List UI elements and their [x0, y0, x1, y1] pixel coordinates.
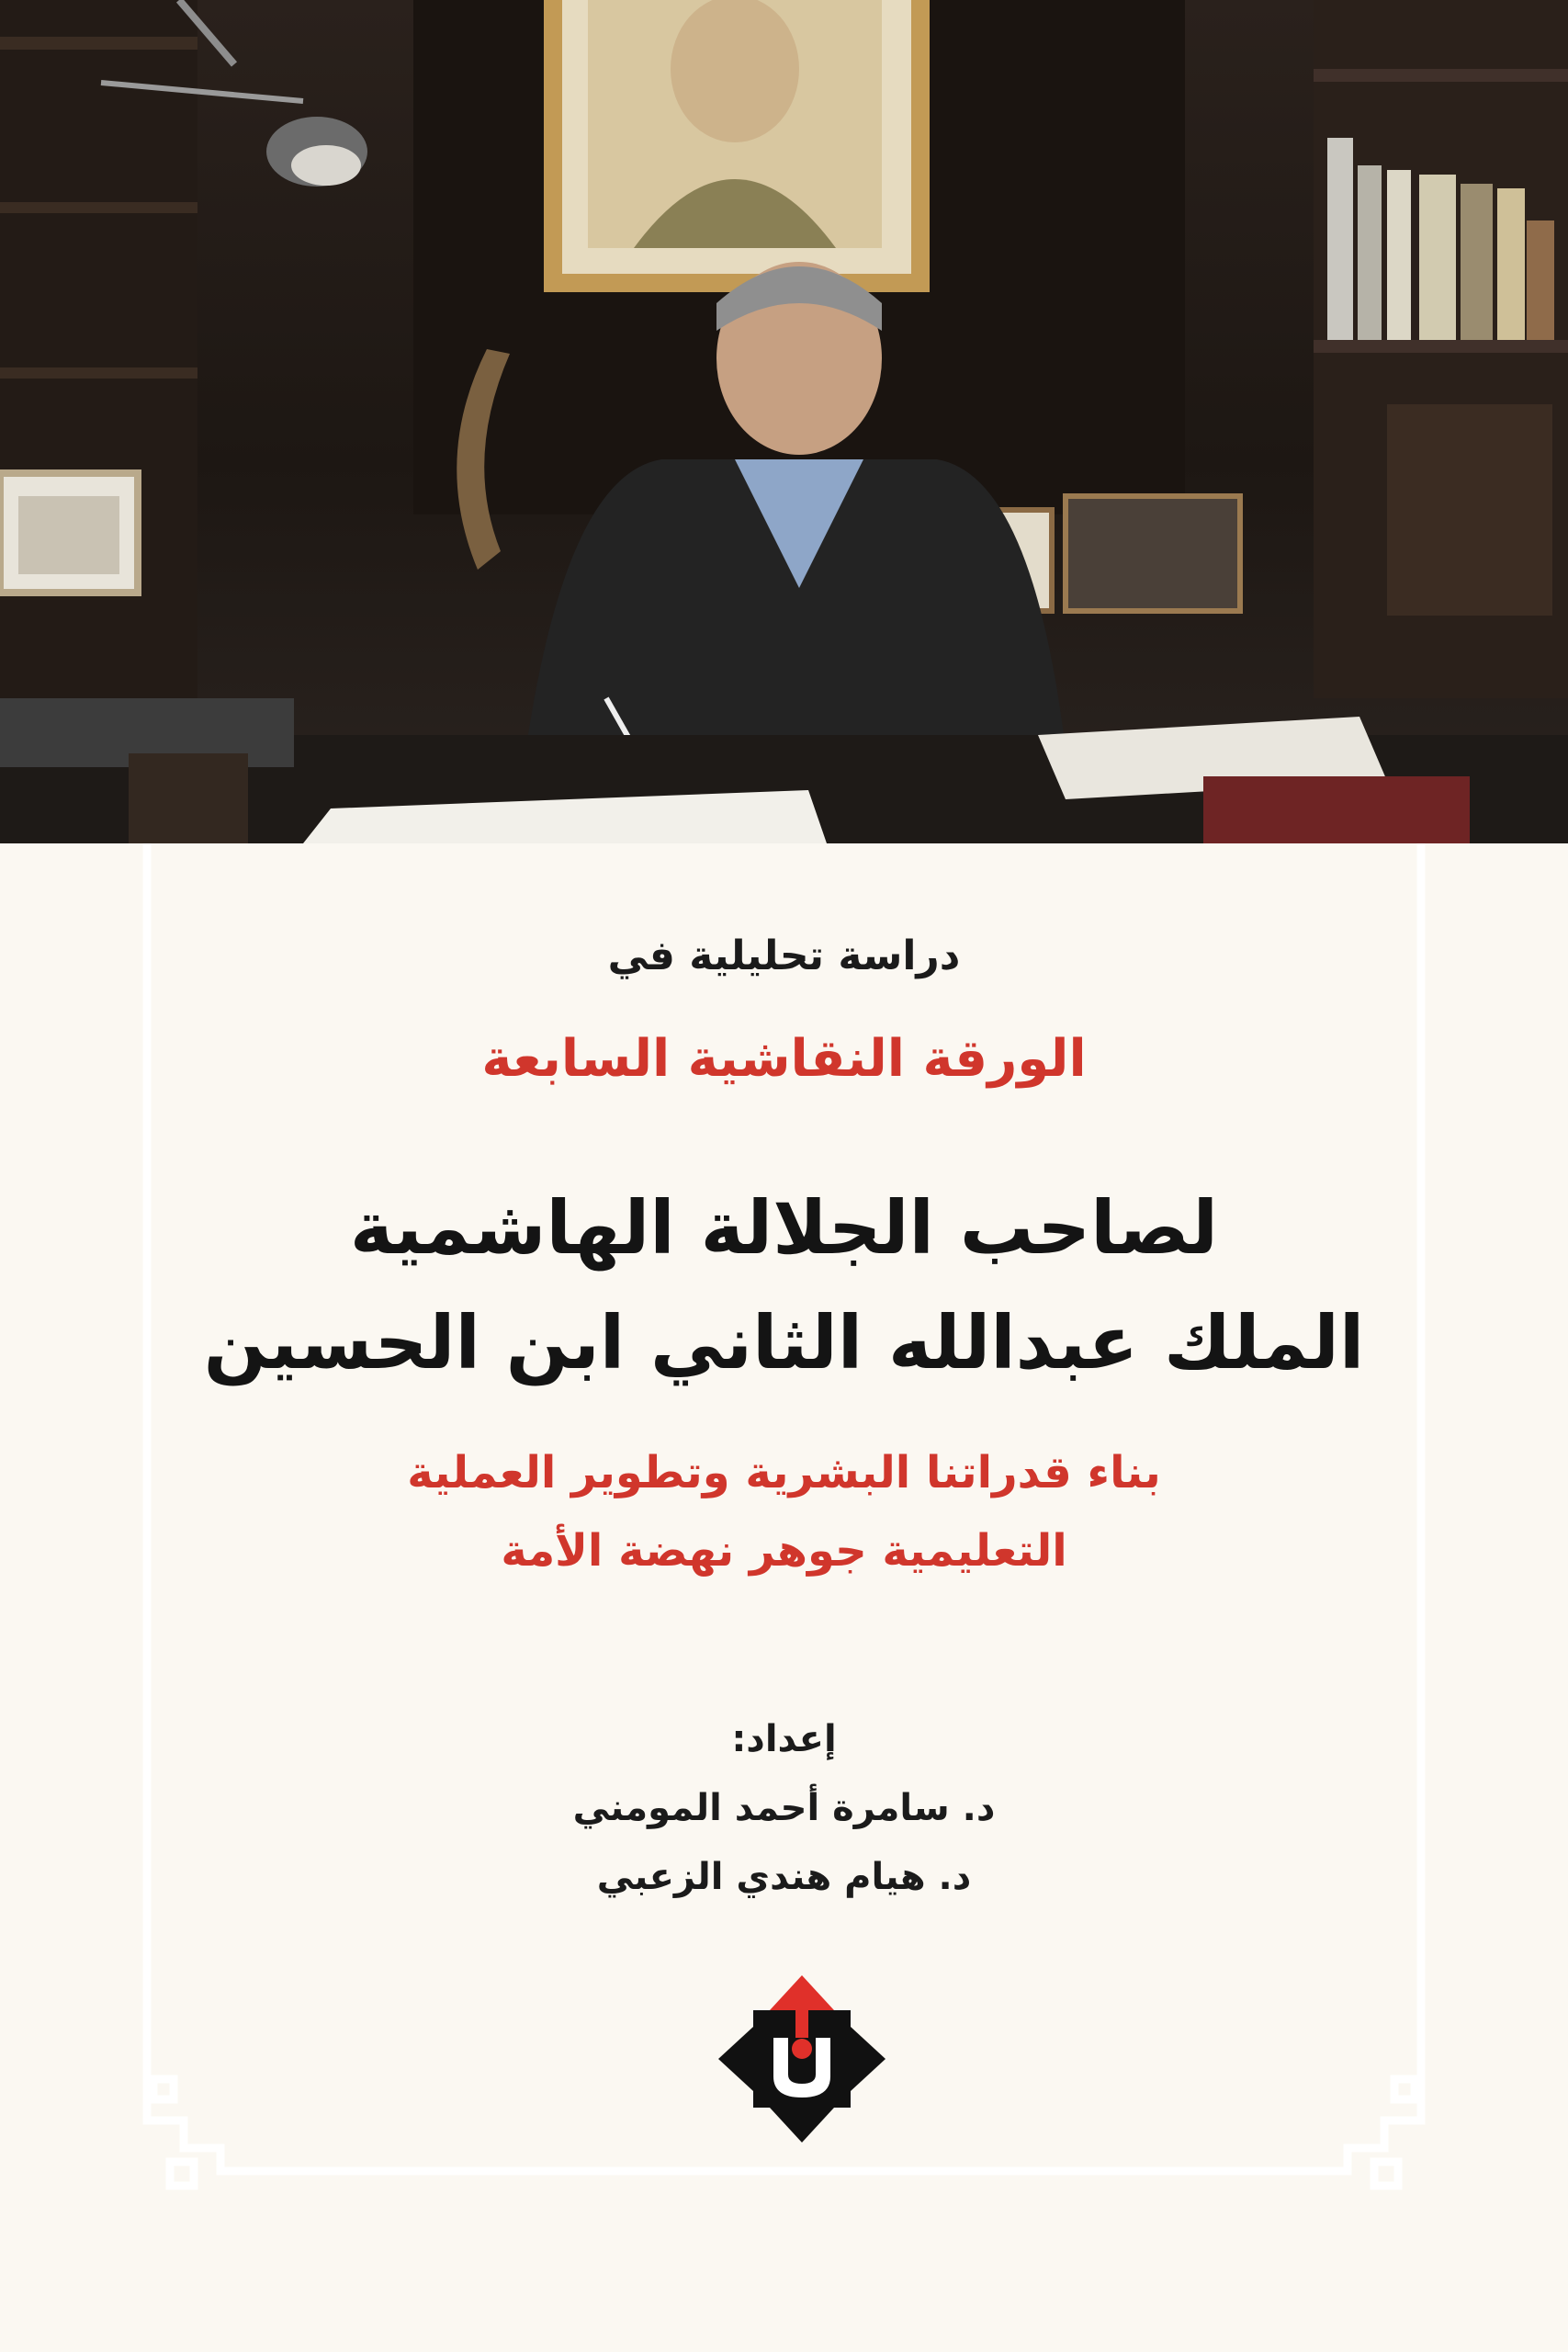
- paper-title: الورقة النقاشية السابعة: [481, 1029, 1087, 1089]
- subtitle-line2: التعليمية جوهر نهضة الأمة: [501, 1525, 1067, 1577]
- intro-text: دراسة تحليلية في: [607, 933, 961, 979]
- cover-photo: [0, 0, 1568, 843]
- publisher-logo-icon: [716, 1973, 887, 2144]
- author-1: د. سامرة أحمد المومني: [572, 1787, 996, 1829]
- office-scene-illustration: [0, 0, 1568, 843]
- subtitle-line1: بناء قدراتنا البشرية وتطوير العملية: [407, 1447, 1161, 1498]
- author-2: د. هيام هندي الزعبي: [596, 1856, 972, 1898]
- king-title-line2: الملك عبدالله الثاني ابن الحسين: [203, 1300, 1365, 1385]
- prepared-by-label: إعداد:: [731, 1718, 837, 1760]
- king-title-line1: لصاحب الجلالة الهاشمية: [349, 1185, 1219, 1271]
